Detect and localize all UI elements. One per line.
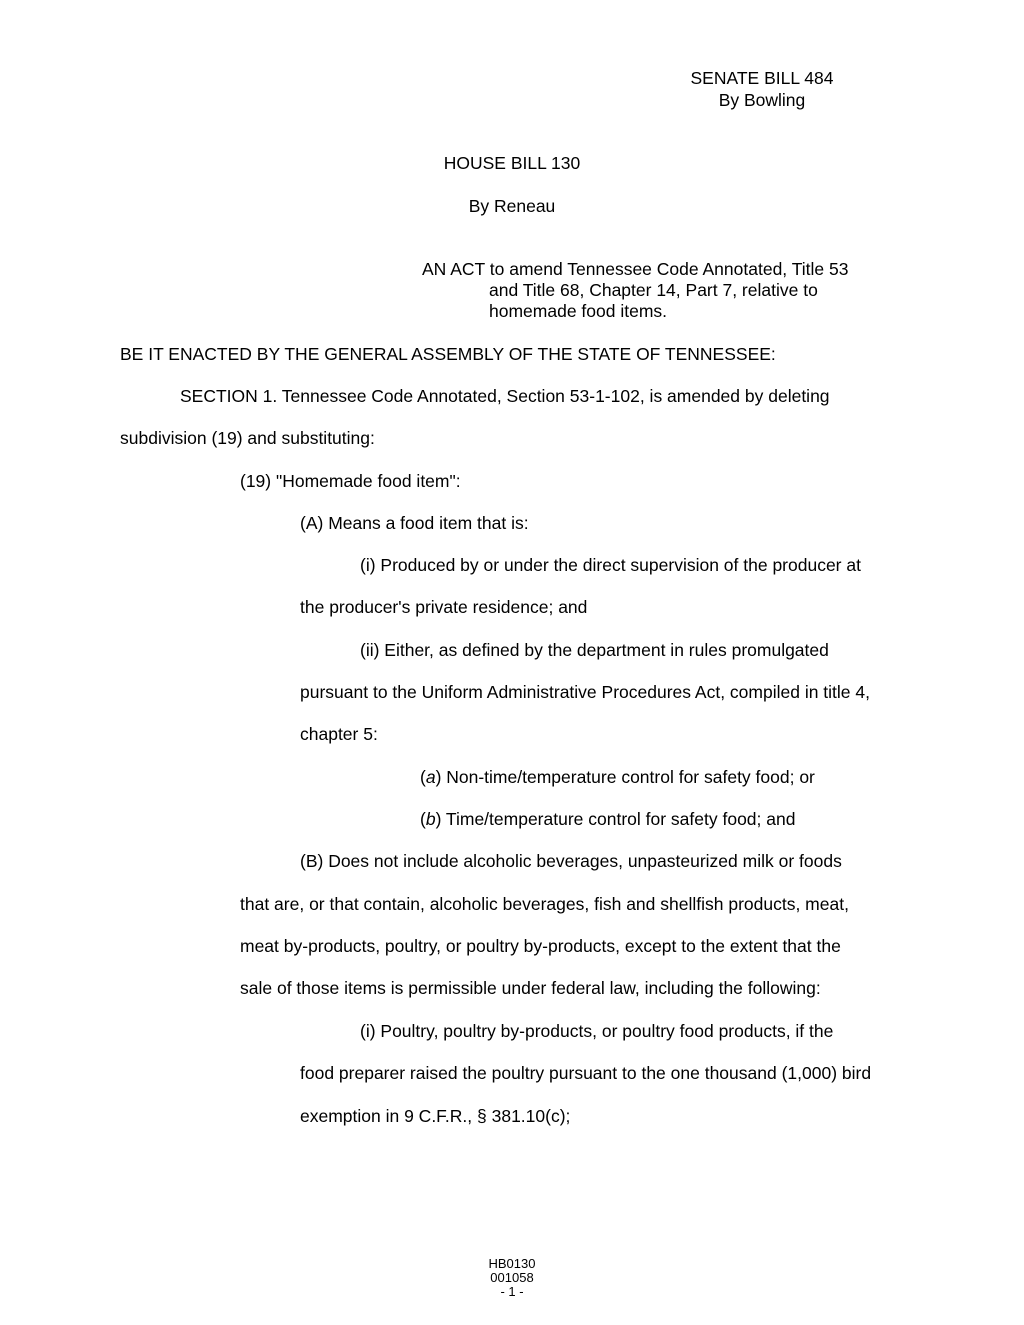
subdivision-b-line-1: (B) Does not include alcoholic beverages, unpasteurized milk or foods xyxy=(300,851,842,871)
item-a-ii-b xyxy=(420,809,795,829)
section-1-line-2: subdivision (19) and substituting: xyxy=(120,428,375,448)
item-text: ) Non-time/temperature control for safety food; or xyxy=(435,767,815,787)
subdivision-a-heading: (A) Means a food item that is: xyxy=(300,513,529,533)
item-text: ) Time/temperature control for safety food; and xyxy=(435,809,796,829)
subdivision-b-line-4: sale of those items is permissible under federal law, including the following: xyxy=(240,978,821,998)
definition-heading: (19) "Homemade food item": xyxy=(240,471,461,491)
item-b-i-line-3: exemption in 9 C.F.R., § 381.10(c); xyxy=(300,1106,571,1126)
item-a-i-line-2: the producer's private residence; and xyxy=(300,597,588,617)
caption-line-2: and Title 68, Chapter 14, Part 7, relative to xyxy=(489,280,818,300)
item-letter: a xyxy=(425,767,436,787)
senate-bill-sponsor: By Bowling xyxy=(718,90,806,110)
paren-open: ( xyxy=(420,767,426,787)
senate-bill-number: SENATE BILL 484 xyxy=(690,68,834,88)
item-a-i-line-1: (i) Produced by or under the direct supervision of the producer at xyxy=(360,555,861,575)
footer-doc-number: 001058 xyxy=(490,1270,534,1285)
item-a-ii-line-2: pursuant to the Uniform Administrative Procedures Act, compiled in title 4, xyxy=(300,682,870,702)
house-bill-sponsor: By Reneau xyxy=(468,196,556,216)
paren-open: ( xyxy=(420,809,426,829)
item-a-ii-a xyxy=(420,767,815,787)
caption-line-3: homemade food items. xyxy=(489,301,668,321)
subdivision-b-line-3: meat by-products, poultry, or poultry by-products, except to the extent that the xyxy=(240,936,841,956)
item-letter: b xyxy=(425,809,436,829)
item-b-i-line-1: (i) Poultry, poultry by-products, or poultry food products, if the xyxy=(360,1021,834,1041)
item-a-ii-line-1: (ii) Either, as defined by the department in rules promulgated xyxy=(360,640,829,660)
footer-page-number: - 1 - xyxy=(500,1284,524,1299)
enacting-clause: BE IT ENACTED BY THE GENERAL ASSEMBLY OF THE STATE OF TENNESSEE: xyxy=(120,344,776,364)
section-1-line-1: SECTION 1. Tennessee Code Annotated, Section 53-1-102, is amended by deleting xyxy=(180,386,830,406)
house-bill-number: HOUSE BILL 130 xyxy=(443,153,581,173)
item-b-i-line-2: food preparer raised the poultry pursuant to the one thousand (1,000) bird xyxy=(300,1063,872,1083)
subdivision-b-line-2: that are, or that contain, alcoholic beverages, fish and shellfish products, meat, xyxy=(240,894,849,914)
caption-line-1: AN ACT to amend Tennessee Code Annotated, Title 53 xyxy=(422,259,849,279)
item-a-ii-line-3: chapter 5: xyxy=(300,724,378,744)
footer-bill-code: HB0130 xyxy=(488,1256,536,1271)
